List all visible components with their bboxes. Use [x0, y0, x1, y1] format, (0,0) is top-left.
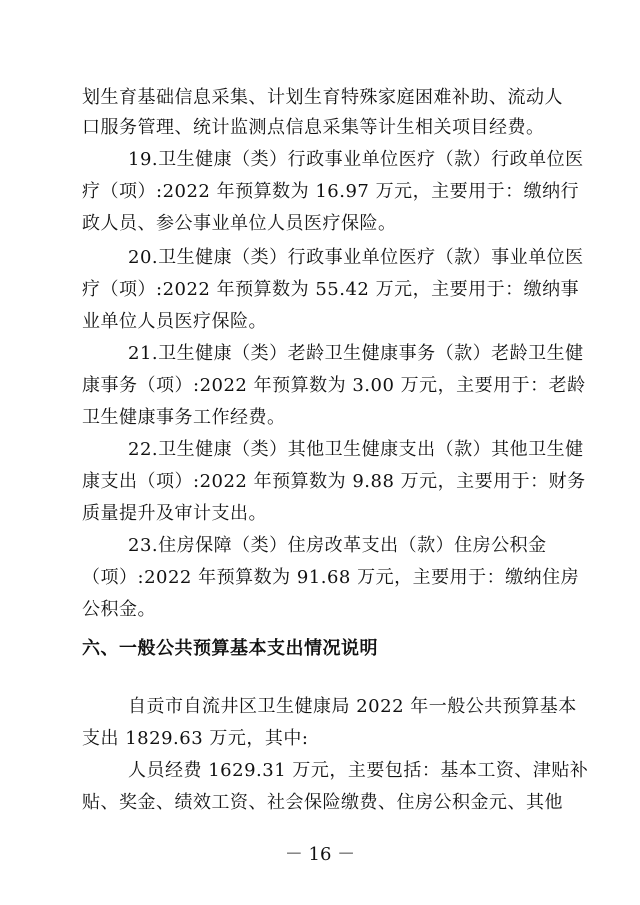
text-line: （项）:2022 年预算数为 91.68 万元，主要用于：缴纳住房 — [82, 567, 580, 588]
text-line: 支出 1829.63 万元，其中: — [82, 728, 309, 749]
text-line: 康事务（项）:2022 年预算数为 3.00 万元，主要用于：老龄 — [82, 375, 586, 396]
text-line: 卫生健康事务工作经费。 — [82, 407, 286, 428]
text-line: 康支出（项）:2022 年预算数为 9.88 万元，主要用于：财务 — [82, 471, 586, 492]
text-line: 政人员、参公事业单位人员医疗保险。 — [82, 213, 397, 234]
text-line: 自贡市自流井区卫生健康局 2022 年一般公共预算基本 — [128, 696, 577, 717]
text-line: 公积金。 — [82, 599, 156, 620]
text-line: 20.卫生健康（类）行政事业单位医疗（款）事业单位医 — [128, 247, 584, 268]
text-line: 人员经费 1629.31 万元，主要包括：基本工资、津贴补 — [128, 760, 589, 781]
text-line: 23.住房保障（类）住房改革支出（款）住房公积金 — [128, 535, 547, 556]
text-line: 疗（项）:2022 年预算数为 16.97 万元，主要用于：缴纳行 — [82, 181, 580, 202]
section-heading: 六、一般公共预算基本支出情况说明 — [82, 638, 378, 659]
text-line: 19.卫生健康（类）行政事业单位医疗（款）行政单位医 — [128, 149, 584, 170]
text-line: 划生育基础信息采集、计划生育特殊家庭困难补助、流动人 — [82, 87, 563, 108]
text-line: 贴、奖金、绩效工资、社会保险缴费、住房公积金元、其他 — [82, 792, 563, 813]
text-line: 21.卫生健康（类）老龄卫生健康事务（款）老龄卫生健 — [128, 343, 584, 364]
text-line: 22.卫生健康（类）其他卫生健康支出（款）其他卫生健 — [128, 439, 584, 460]
text-line: 口服务管理、统计监测点信息采集等计生相关项目经费。 — [82, 117, 545, 138]
page-number: － 16 － — [284, 844, 356, 865]
text-line: 质量提升及审计支出。 — [82, 503, 267, 524]
text-line: 业单位人员医疗保险。 — [82, 311, 267, 332]
text-line: 疗（项）:2022 年预算数为 55.42 万元，主要用于：缴纳事 — [82, 279, 580, 300]
